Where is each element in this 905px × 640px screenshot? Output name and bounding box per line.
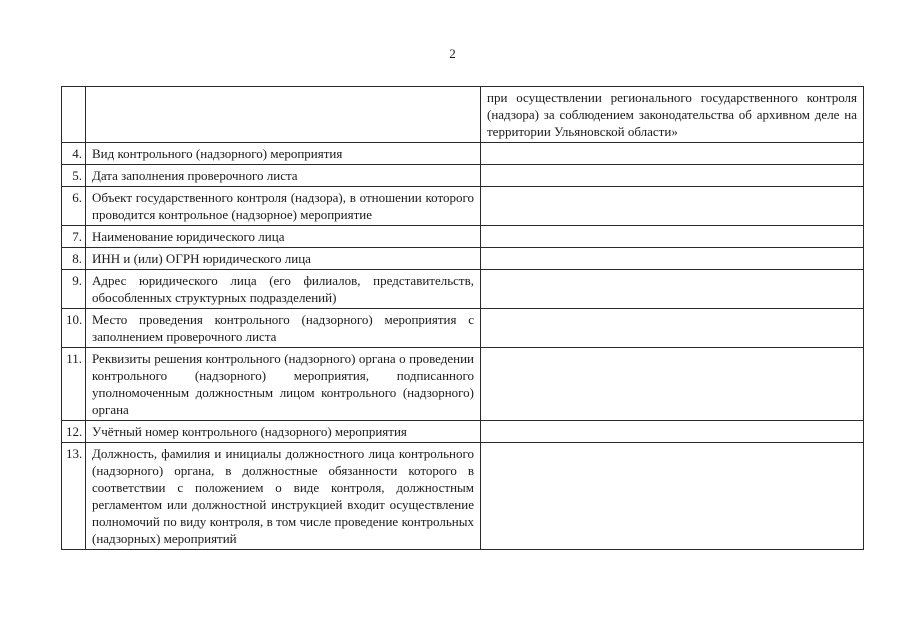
table-row — [62, 165, 864, 187]
table-row — [62, 143, 864, 165]
row-label-cell: Реквизиты решения контрольного (надзорного) органа о проведении контрольного (надзорного) мероприятия, подписанного уполномоченным должностным лицом контрольного (надзорного) органа — [86, 348, 481, 421]
page-number: 2 — [449, 46, 456, 61]
row-value-cell — [481, 270, 864, 309]
table-row — [62, 226, 864, 248]
row-value-cell — [481, 443, 864, 550]
row-value-cell — [481, 165, 864, 187]
row-value-cell — [481, 248, 864, 270]
table-row — [62, 309, 864, 348]
row-number-cell: 10. — [62, 309, 86, 348]
row-number-cell: 11. — [62, 348, 86, 421]
row-number-cell: 8. — [62, 248, 86, 270]
row-value-cell — [481, 348, 864, 421]
row-label-cell: Наименование юридического лица — [86, 226, 481, 248]
row-label-cell: Должность, фамилия и инициалы должностного лица контрольного (надзорного) органа, в должностные обязанности которого в соответствии с положением о виде контроля, должностным регламентом или должностной инструкцией входит осуществление полномочий по виду контроля, в том числе проведение контрольных (надзорных) мероприятий — [86, 443, 481, 550]
row-value-cell — [481, 421, 864, 443]
row-number-cell: 13. — [62, 443, 86, 550]
row-value-cell — [481, 226, 864, 248]
row-label-cell: Адрес юридического лица (его филиалов, представительств, обособленных структурных подразделений) — [86, 270, 481, 309]
row-value-cell — [481, 143, 864, 165]
row-label-cell: Учётный номер контрольного (надзорного) мероприятия — [86, 421, 481, 443]
table-row — [62, 421, 864, 443]
row-value-cell: при осуществлении регионального государственного контроля (надзора) за соблюдением законодательства об архивном деле на территории Ульяновской области» — [481, 87, 864, 143]
row-label-cell: Объект государственного контроля (надзора), в отношении которого проводится контрольное (надзорное) мероприятие — [86, 187, 481, 226]
row-number-cell: 5. — [62, 165, 86, 187]
row-number-cell: 12. — [62, 421, 86, 443]
row-value-cell — [481, 309, 864, 348]
row-label-cell: Место проведения контрольного (надзорного) мероприятия с заполнением проверочного листа — [86, 309, 481, 348]
table-row — [62, 187, 864, 226]
checklist-table — [61, 86, 864, 550]
row-label-cell: Вид контрольного (надзорного) мероприятия — [86, 143, 481, 165]
row-number-cell — [62, 87, 86, 143]
row-number-cell: 9. — [62, 270, 86, 309]
row-number-cell: 6. — [62, 187, 86, 226]
table-row — [62, 348, 864, 421]
table-row — [62, 270, 864, 309]
row-label-cell: ИНН и (или) ОГРН юридического лица — [86, 248, 481, 270]
row-value-cell — [481, 187, 864, 226]
row-number-cell: 4. — [62, 143, 86, 165]
table-row — [62, 248, 864, 270]
row-label-cell — [86, 87, 481, 143]
table-row — [62, 443, 864, 550]
row-label-cell: Дата заполнения проверочного листа — [86, 165, 481, 187]
row-number-cell: 7. — [62, 226, 86, 248]
table-row-header — [62, 87, 864, 143]
